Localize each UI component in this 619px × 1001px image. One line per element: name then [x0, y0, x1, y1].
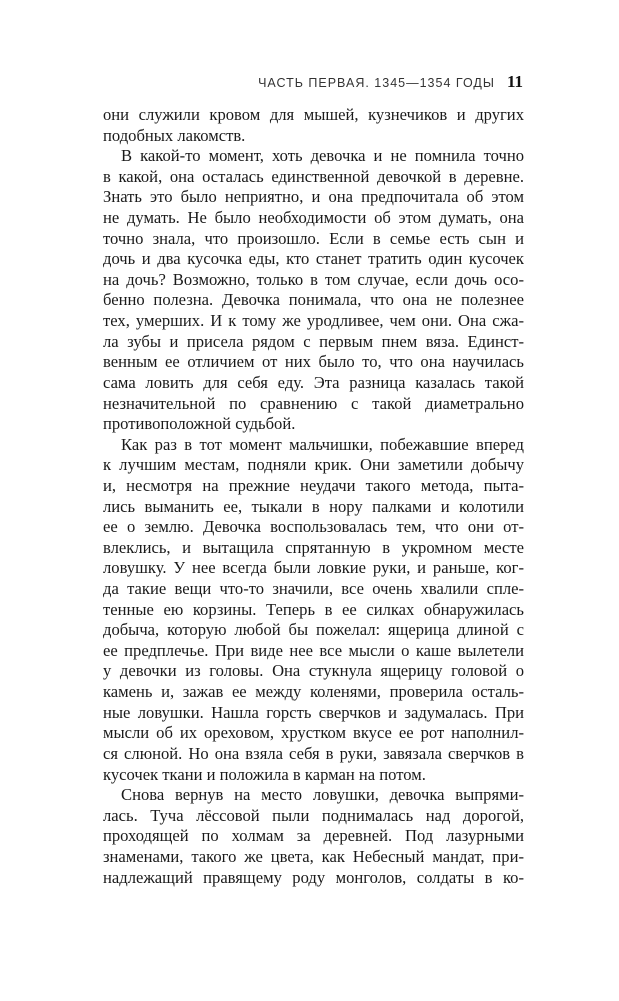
text-line: Знать это было неприятно, и она предпочитала об этом	[103, 187, 524, 207]
text-line: в какой, она осталась единственной девочкой в деревне.	[103, 166, 524, 186]
text-line: и, несмотря на прежние неудачи такого метода, пыта-	[103, 475, 524, 495]
text-line: ные ловушки. Нашла горсть сверчков и задумалась. При	[103, 702, 524, 722]
text-line: к лучшим местам, подняли крик. Они заметили добычу	[103, 455, 524, 475]
text-line: противоположной судьбой.	[103, 414, 296, 434]
text-line: не думать. Не было необходимости об этом думать, она	[103, 208, 524, 228]
text-line: камень и, зажав ее между коленями, проверила осталь-	[103, 682, 524, 702]
page-number: 11	[506, 72, 523, 91]
text-line: незначительной по сравнению с такой диаметрально	[103, 393, 524, 413]
text-line: сама ловить для себя еду. Эта разница казалась такой	[103, 372, 524, 392]
text-line: Снова вернув на место ловушки, девочка выпрями-	[121, 785, 524, 805]
text-line: дочь и два кусочка еды, кто станет тратить один кусочек	[103, 249, 524, 269]
text-line: лась. Туча лёссовой пыли поднималась над дорогой,	[103, 805, 524, 825]
text-line: подобных лакомств.	[103, 125, 246, 145]
text-line: тенные ею корзины. Теперь в ее силках обнаружилась	[103, 599, 524, 619]
text-line: у девочки из головы. Она стукнула ящерицу головой о	[103, 661, 524, 681]
text-line: ее предплечье. При виде нее все мысли о каше вылетели	[103, 640, 524, 660]
text-line: Как раз в тот момент мальчишки, побежавшие вперед	[121, 434, 524, 454]
text-line: ла зубы и присела рядом с первым пнем вяза. Единст-	[103, 331, 524, 351]
text-line: влеклись, и вытащила спрятанную в укромном месте	[103, 537, 524, 557]
running-title: ЧАСТЬ ПЕРВАЯ. 1345—1354 ГОДЫ	[258, 76, 495, 90]
text-line: ловушку. У нее всегда были ловкие руки, и раньше, ког-	[103, 558, 524, 578]
text-line: проходящей по холмам за деревней. Под лазурными	[103, 826, 524, 846]
text-line: В какой-то момент, хоть девочка и не помнила точно	[121, 146, 524, 166]
text-line: кусочек ткани и положила в карман на потом.	[103, 764, 426, 784]
text-line: бенно полезна. Девочка понимала, что она не полезнее	[103, 290, 524, 310]
body-text	[103, 105, 524, 888]
text-line: ее о землю. Девочка воспользовалась тем, что они от-	[103, 517, 524, 537]
text-line: лись выманить ее, тыкали в нору палками и колотили	[103, 496, 524, 516]
text-line: венным ее отличием от них было то, что она научилась	[103, 352, 524, 372]
text-line: добыча, которую любой бы пожелал: ящерица длиной с	[103, 620, 524, 640]
running-header	[258, 72, 523, 92]
text-line: на дочь? Возможно, только в том случае, если дочь осо-	[103, 269, 524, 289]
text-line: да такие вещи что-то значили, все очень хвалили спле-	[103, 579, 524, 599]
text-line: точно знала, что произошло. Если в семье есть сын и	[103, 228, 524, 248]
text-line: надлежащий правящему роду монголов, солдаты в ко-	[103, 867, 524, 887]
text-line: ся слюной. Но она взяла себя в руки, завязала сверчков в	[103, 743, 524, 763]
text-line: тех, умерших. И к тому же уродливее, чем они. Она сжа-	[103, 311, 524, 331]
text-line: мысли об их ореховом, хрустком вкусе ее рот наполнил-	[103, 723, 524, 743]
text-line: знаменами, такого же цвета, как Небесный мандат, при-	[103, 846, 524, 866]
text-line: они служили кровом для мышей, кузнечиков и других	[103, 105, 524, 124]
